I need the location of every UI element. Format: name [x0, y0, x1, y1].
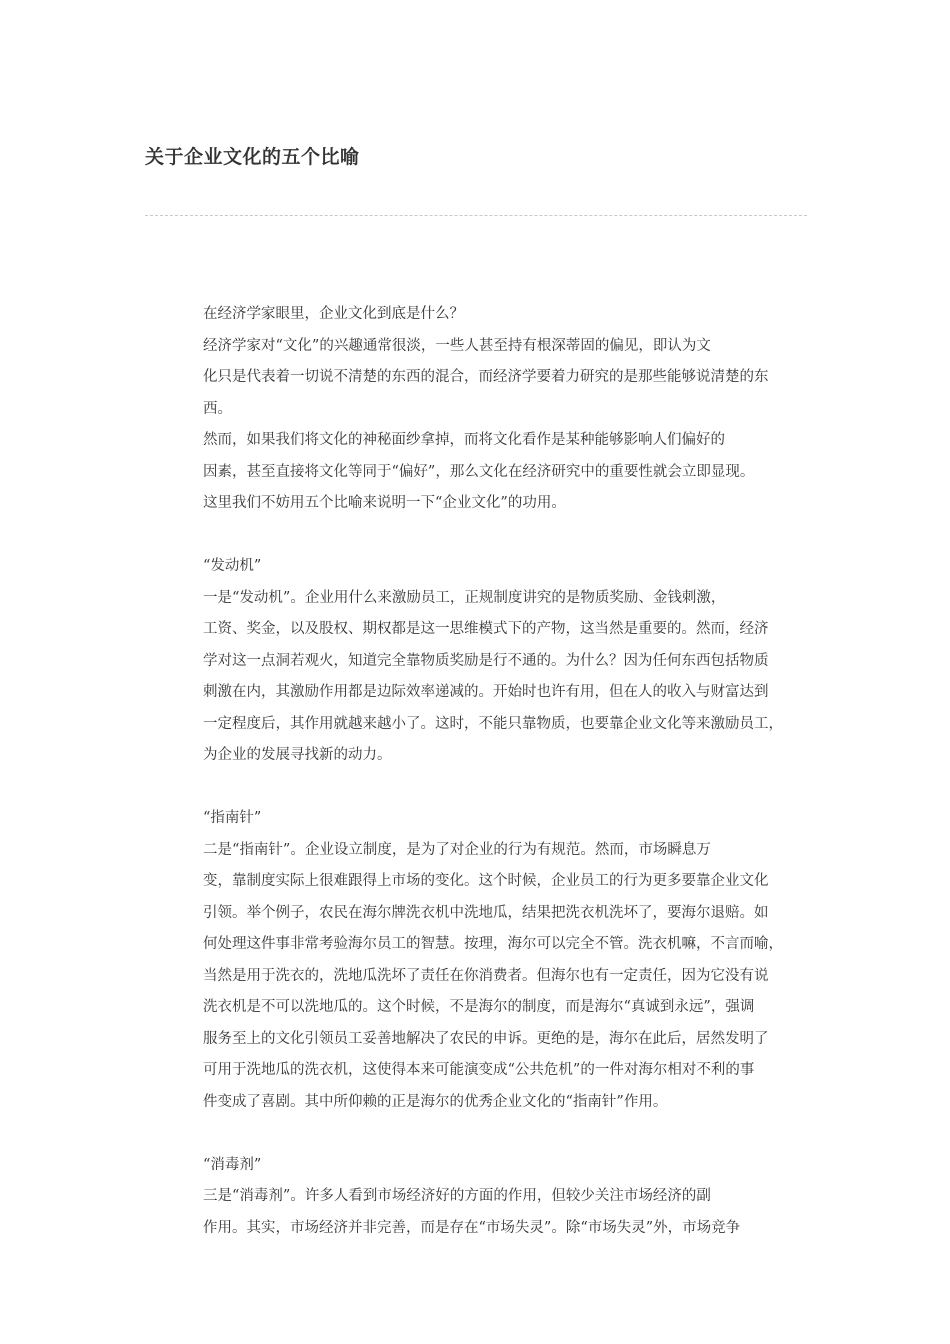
- section-spacer: [145, 1118, 809, 1150]
- paragraph-line: 何处理这件事非常考验海尔员工的智慧。按理，海尔可以完全不管。洗衣机嘛，不言而喻，: [203, 936, 783, 952]
- paragraph-line: 作用。其实，市场经济并非完善，而是存在“市场失灵”。除“市场失灵”外，市场竞争: [203, 1219, 741, 1236]
- paragraph-line: 西。: [203, 400, 232, 417]
- paragraph-line: 这里我们不妨用五个比喻来说明一下“企业文化”的功用。: [203, 495, 566, 511]
- paragraph-line: 因素，甚至直接将文化等同于“偏好”，那么文化在经济研究中的重要性就会立即显现。: [203, 463, 755, 480]
- paragraph-line: 经济学家对“文化”的兴趣通常很淡，一些人甚至持有根深蒂固的偏见，即认为文: [203, 337, 711, 354]
- body-paragraph: [145, 299, 809, 331]
- paragraph-line: 学对这一点洞若观火，知道完全靠物质奖励是行不通的。为什么？因为任何东西包括物质: [203, 652, 769, 669]
- paragraph-line: 工资、奖金，以及股权、期权都是这一思维模式下的产物，这当然是重要的。然而，经济: [203, 621, 769, 637]
- paragraph-line: 一是“发动机”。企业用什么来激励员工，正规制度讲究的是物质奖励、金钱刺激，: [203, 589, 726, 606]
- paragraph-line: 可用于洗地瓜的洗衣机，这使得本来可能演变成“公共危机”的一件对海尔相对不利的事: [203, 1062, 755, 1078]
- paragraph-line: 为企业的发展寻找新的动力。: [203, 747, 392, 763]
- section-spacer: [145, 520, 809, 552]
- paragraph-line: 在经济学家眼里，企业文化到底是什么？: [203, 306, 464, 322]
- paragraph-line: 化只是代表着一切说不清楚的东西的混合，而经济学要着力研究的是那些能够说清楚的东: [203, 369, 769, 385]
- paragraph-line: 二是“指南针”。企业设立制度，是为了对企业的行为有规范。然而，市场瞬息万: [203, 841, 711, 858]
- document-title: 关于企业文化的五个比喻: [145, 146, 360, 168]
- paragraph-line: 引领。举个例子，农民在海尔牌洗衣机中洗地瓜，结果把洗衣机洗坏了，要海尔退赔。如: [203, 904, 769, 921]
- paragraph-line: 然而，如果我们将文化的神秘面纱拿掉，而将文化看作是某种能够影响人们偏好的: [203, 432, 725, 448]
- paragraph-line: 三是“消毒剂”。许多人看到市场经济好的方面的作用，但较少关注市场经济的副: [203, 1188, 711, 1204]
- title-divider: [145, 215, 807, 216]
- paragraph-line: 洗衣机是不可以洗地瓜的。这个时候，不是海尔的制度，而是海尔“真诚到永远”，强调: [203, 999, 755, 1015]
- paragraph-line: 一定程度后，其作用就越来越小了。这时，不能只靠物质，也要靠企业文化等来激励员工，: [203, 715, 783, 732]
- body-paragraph: [145, 583, 809, 772]
- body-paragraph: [145, 1181, 809, 1244]
- paragraph-line: 服务至上的文化引领员工妥善地解决了农民的申诉。更绝的是，海尔在此后，居然发明了: [203, 1030, 769, 1047]
- section-heading: “指南针”: [203, 810, 262, 826]
- paragraph-line: 件变成了喜剧。其中所仰赖的正是海尔的优秀企业文化的“指南针”作用。: [203, 1093, 668, 1110]
- body-paragraph: [145, 331, 809, 426]
- document-body: [145, 299, 809, 1244]
- paragraph-line: 当然是用于洗衣的，洗地瓜洗坏了责任在你消费者。但海尔也有一定责任，因为它没有说: [203, 967, 769, 984]
- paragraph-line: 刺激在内，其激励作用都是边际效率递减的。开始时也许有用，但在人的收入与财富达到: [203, 684, 769, 700]
- section-heading: “发动机”: [203, 558, 262, 574]
- paragraph-line: 变，靠制度实际上很难跟得上市场的变化。这个时候，企业员工的行为更多要靠企业文化: [203, 873, 769, 889]
- section-spacer: [145, 772, 809, 804]
- body-paragraph: [145, 425, 809, 520]
- section-heading: “消毒剂”: [203, 1156, 262, 1173]
- body-paragraph: [145, 835, 809, 1119]
